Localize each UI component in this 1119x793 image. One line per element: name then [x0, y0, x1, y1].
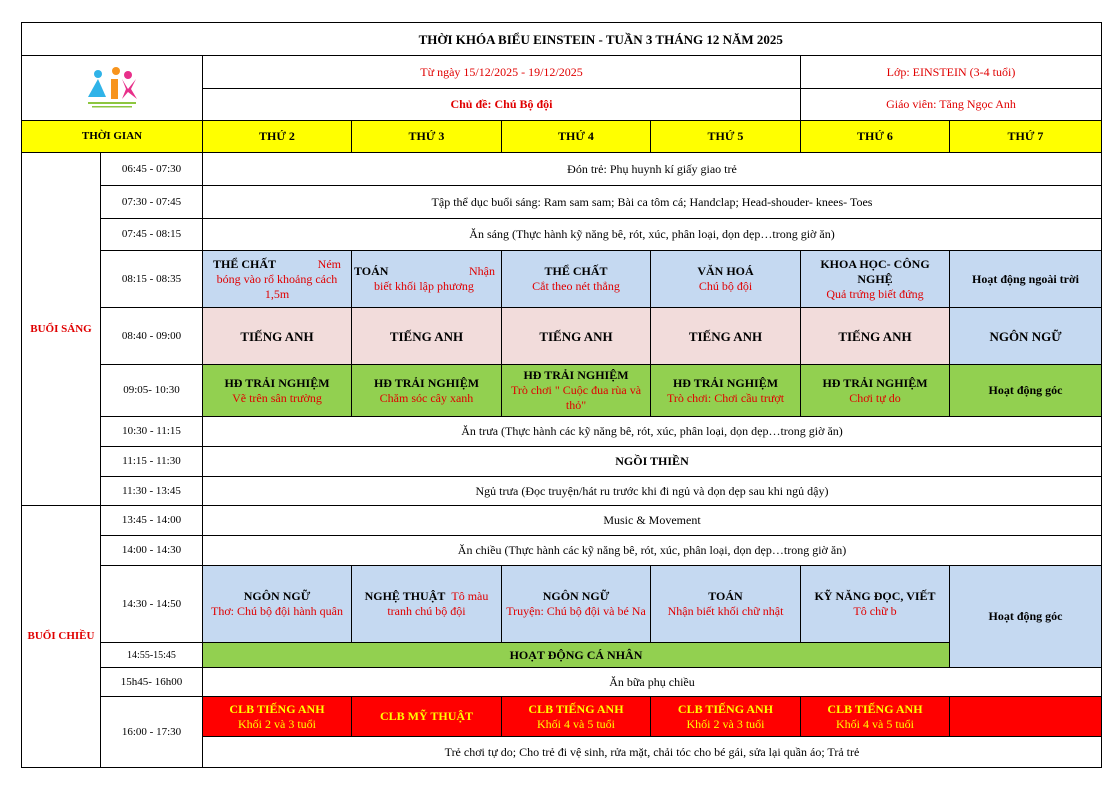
club-title: CLB TIẾNG ANH [827, 701, 923, 716]
lesson-cell [651, 251, 801, 308]
activity-row: Ăn trưa (Thực hành các kỹ năng bê, rót, xúc, phân loại, dọn dẹp…trong giờ ăn) [203, 417, 1102, 447]
club-cell: CLB MỸ THUẬT [352, 697, 502, 737]
lesson-detail: Truyện: Chú bộ đội và bé Na [506, 604, 646, 618]
time-slot: 14:00 - 14:30 [101, 536, 203, 566]
lesson-cell [502, 251, 651, 308]
lesson-cell: TIẾNG ANH [502, 308, 651, 365]
lesson-title: VĂN HOÁ [697, 264, 754, 278]
club-cell [950, 697, 1102, 737]
lesson-detail: tranh chú bộ đội [387, 604, 466, 618]
lesson-title: KHOA HỌC- CÔNG NGHỆ [820, 256, 930, 286]
activity-row: Trẻ chơi tự do; Cho trẻ đi vệ sinh, rửa mặt, chải tóc cho bé gái, sửa lại quần áo; Trả trẻ [203, 737, 1102, 768]
lesson-detail: Chăm sóc cây xanh [379, 390, 474, 405]
header-mon: THỨ 2 [203, 121, 352, 153]
lesson-detail: Nhận [469, 264, 495, 278]
lesson-cell [352, 566, 502, 643]
lesson-cell [203, 365, 352, 417]
lesson-title: KỸ NĂNG ĐỌC, VIẾT [814, 589, 936, 603]
header-wed: THỨ 4 [502, 121, 651, 153]
club-title: CLB TIẾNG ANH [229, 701, 325, 716]
time-slot: 09:05- 10:30 [101, 365, 203, 417]
time-slot: 10:30 - 11:15 [101, 417, 203, 447]
class-name: Lớp: EINSTEIN (3-4 tuổi) [801, 56, 1102, 89]
header-time: THỜI GIAN [22, 121, 203, 153]
club-detail: Khối 2 và 3 tuổi [686, 716, 765, 731]
lesson-cell [203, 251, 352, 308]
lesson-cell [502, 566, 651, 643]
time-slot: 08:15 - 08:35 [101, 251, 203, 308]
lesson-cell [502, 365, 651, 417]
lesson-detail: bóng vào rổ khoảng cách 1,5m [216, 271, 338, 301]
time-slot: 14:55-15:45 [101, 643, 203, 668]
timetable [21, 22, 1102, 768]
time-slot: 07:30 - 07:45 [101, 186, 203, 219]
header-tue: THỨ 3 [352, 121, 502, 153]
activity-row: Ăn chiều (Thực hành các kỹ năng bê, rót, xúc, phân loại, dọn dẹp…trong giờ ăn) [203, 536, 1102, 566]
lesson-cell: TIẾNG ANH [801, 308, 950, 365]
lesson-cell [651, 365, 801, 417]
lesson-cell: Hoạt động góc [950, 566, 1102, 668]
lesson-cell [352, 365, 502, 417]
club-detail: Khối 2 và 3 tuổi [238, 716, 316, 731]
activity-row: HOẠT ĐỘNG CÁ NHÂN [203, 643, 950, 668]
lesson-detail: Ném [317, 256, 341, 271]
lesson-cell: Hoạt động ngoài trời [950, 251, 1102, 308]
club-title: CLB TIẾNG ANH [528, 701, 624, 716]
activity-row: Ngủ trưa (Đọc truyện/hát ru trước khi đi ngủ và dọn dẹp sau khi ngủ dậy) [203, 477, 1102, 506]
lesson-detail: Trò chơi " Cuộc đua rùa và thỏ" [510, 383, 642, 412]
lesson-detail: Thơ: Chú bộ đội hành quân [211, 604, 343, 618]
lesson-detail: Chơi tự do [849, 390, 901, 405]
teacher: Giáo viên: Tăng Ngọc Anh [801, 89, 1102, 121]
page-title: THỜI KHÓA BIỂU EINSTEIN - TUẦN 3 THÁNG 12 NĂM 2025 [101, 23, 1102, 56]
time-slot: 06:45 - 07:30 [101, 153, 203, 186]
lesson-cell [203, 566, 352, 643]
activity-row: NGỒI THIỀN [203, 447, 1102, 477]
date-range: Từ ngày 15/12/2025 - 19/12/2025 [203, 56, 801, 89]
activity-row: Tập thể dục buổi sáng: Ram sam sam; Bài ca tôm cá; Handclap; Head-shouder- knees- Toes [203, 186, 1102, 219]
time-slot: 16:00 - 17:30 [101, 697, 203, 768]
header-fri: THỨ 6 [801, 121, 950, 153]
lesson-detail: biết khối lập phương [374, 279, 474, 293]
lesson-title: HĐ TRẢI NGHIỆM [224, 375, 330, 390]
lesson-title: TOÁN [354, 264, 389, 278]
lesson-cell: NGÔN NGỮ [950, 308, 1102, 365]
lesson-cell: TIẾNG ANH [651, 308, 801, 365]
lesson-title: HĐ TRẢI NGHIỆM [822, 375, 928, 390]
club-cell [502, 697, 651, 737]
lesson-detail: Nhận biết khối chữ nhật [667, 604, 784, 618]
header-sat: THỨ 7 [950, 121, 1102, 153]
lesson-cell [651, 566, 801, 643]
lesson-cell: TIẾNG ANH [203, 308, 352, 365]
club-detail: Khối 4 và 5 tuổi [836, 716, 914, 731]
lesson-cell [801, 365, 950, 417]
lesson-title: THỂ CHẤT [544, 264, 608, 278]
logo-icon [82, 65, 142, 111]
lesson-cell [801, 566, 950, 643]
activity-row: Ăn bữa phụ chiều [203, 668, 1102, 697]
time-slot: 15h45- 16h00 [101, 668, 203, 697]
school-logo [22, 56, 203, 121]
lesson-detail: Cắt theo nét thẳng [532, 279, 620, 293]
activity-row: Đón trẻ: Phụ huynh kí giấy giao trẻ [203, 153, 1102, 186]
lesson-title: HĐ TRẢI NGHIỆM [672, 375, 779, 390]
lesson-detail: Tô màu [451, 589, 489, 603]
lesson-detail: Quả trứng biết đứng [826, 286, 924, 301]
club-cell [801, 697, 950, 737]
lesson-detail: Chú bộ đội [698, 279, 753, 293]
theme: Chủ đề: Chú Bộ đội [203, 89, 801, 121]
club-cell [203, 697, 352, 737]
lesson-detail: Vẽ trên sân trường [232, 390, 322, 405]
lesson-cell: Hoạt động góc [950, 365, 1102, 417]
time-slot: 13:45 - 14:00 [101, 506, 203, 536]
lesson-detail: Trò chơi: Chơi cầu trượt [666, 390, 785, 405]
time-slot: 07:45 - 08:15 [101, 219, 203, 251]
time-slot: 11:30 - 13:45 [101, 477, 203, 506]
club-detail: Khối 4 và 5 tuổi [537, 716, 615, 731]
lesson-title: TOÁN [708, 589, 743, 603]
lesson-title: THỂ CHẤT [213, 256, 277, 271]
lesson-title: NGÔN NGỮ [542, 589, 610, 603]
club-cell [651, 697, 801, 737]
lesson-title: NGÔN NGỮ [243, 589, 311, 603]
lesson-cell [352, 251, 502, 308]
lesson-cell: TIẾNG ANH [352, 308, 502, 365]
header-thu: THỨ 5 [651, 121, 801, 153]
lesson-cell [801, 251, 950, 308]
time-slot: 11:15 - 11:30 [101, 447, 203, 477]
morning-label: BUỔI SÁNG [22, 153, 101, 506]
time-slot: 14:30 - 14:50 [101, 566, 203, 643]
lesson-title: HĐ TRẢI NGHIỆM [523, 368, 629, 382]
activity-row: Ăn sáng (Thực hành kỹ năng bê, rót, xúc, phân loại, dọn dẹp…trong giờ ăn) [203, 219, 1102, 251]
afternoon-label: BUỔI CHIỀU [22, 506, 101, 768]
activity-row: Music & Movement [203, 506, 1102, 536]
lesson-detail: Tô chữ b [853, 604, 897, 618]
time-slot: 08:40 - 09:00 [101, 308, 203, 365]
lesson-title: NGHỆ THUẬT [364, 589, 446, 603]
club-title: CLB TIẾNG ANH [677, 701, 774, 716]
lesson-title: HĐ TRẢI NGHIỆM [373, 375, 480, 390]
